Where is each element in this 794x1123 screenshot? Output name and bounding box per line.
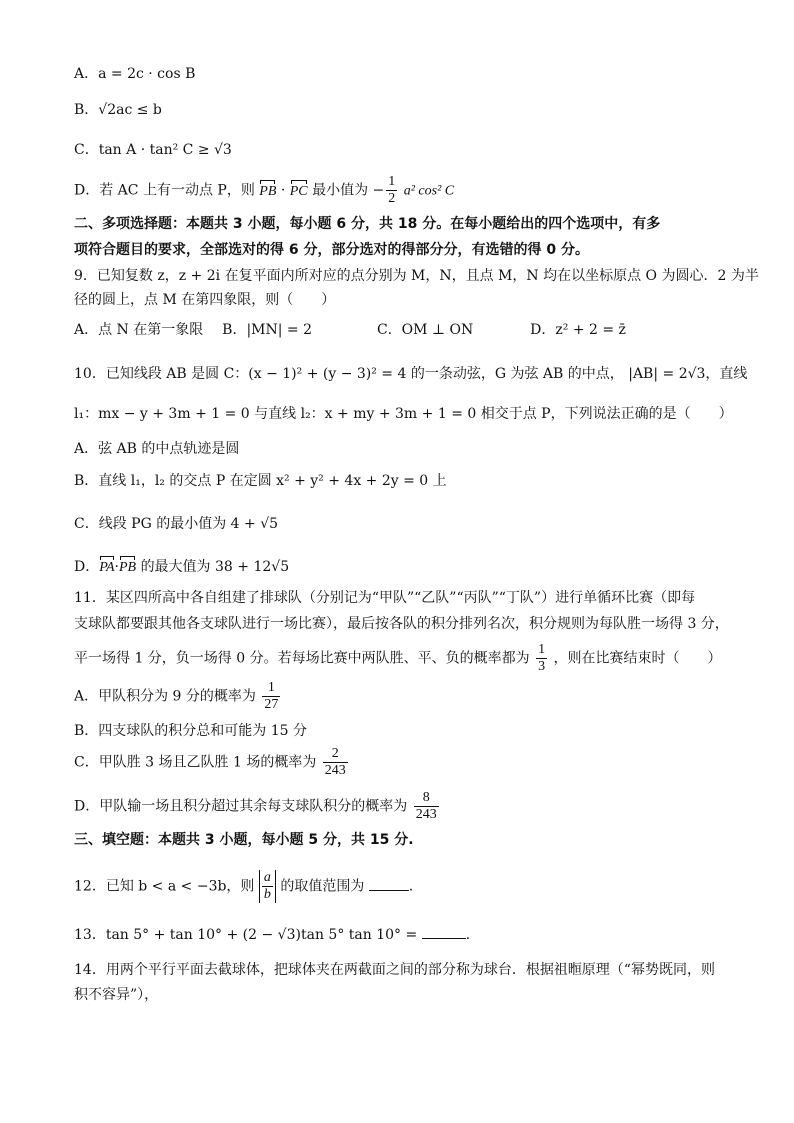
q9-stem-line-1: 9．已知复数 z，z + 2i 在复平面内所对应的点分别为 M，N，且点 M，N 均在以坐标原点 O 为圆心．2 为半 <box>74 268 759 284</box>
fraction-1-27-den: 27 <box>264 697 279 712</box>
q9-options <box>74 320 626 340</box>
abs-fraction-a-over-b <box>259 870 276 903</box>
vector-pb: PB <box>259 182 276 202</box>
fraction-1-27 <box>262 680 280 713</box>
section-2-line-1: 二、多项选择题：本题共 3 小题，每小题 6 分，共 18 分。在每小题给出的四个选项中，有多 <box>74 216 661 232</box>
q11-stem-line-1: 11．某区四所高中各自组建了排球队（分别记为“甲队”“乙队”“丙队”“丁队”）进行单循环比赛（即每 <box>74 590 696 606</box>
q14-stem-line-2: 积不容异”）， <box>74 987 159 1003</box>
dot-operator: · <box>280 182 286 199</box>
fraction-ab-num: a <box>263 870 271 885</box>
q9-option-c: C．OM ⊥ ON <box>376 322 474 338</box>
section-3-title: 三、填空题：本题共 3 小题，每小题 5 分，共 15 分. <box>74 832 414 848</box>
fraction-half-num: 1 <box>388 174 396 189</box>
q9-option-a: A．点 N 在第一象限 <box>74 322 204 338</box>
answer-blank <box>422 938 466 939</box>
q11-option-a-text: A．甲队积分为 9 分的概率为 <box>74 688 256 705</box>
q10-option-d <box>74 557 289 578</box>
fraction-2-243-den: 243 <box>324 763 346 778</box>
q11-stem-line-3 <box>74 642 722 675</box>
minus-sign: − <box>372 182 385 199</box>
q10-option-c: C．线段 PG 的最小值为 4 + √5 <box>74 516 279 532</box>
fraction-half-den: 2 <box>388 191 396 206</box>
section-2-line-2: 项符合题目的要求，全部选对的得 6 分，部分选对的得部分分，有选错的得 0 分。 <box>74 242 589 258</box>
q11-option-d <box>74 790 441 823</box>
dot-operator: · <box>114 559 119 575</box>
q8-option-a: A．a = 2c · cos B <box>74 66 196 82</box>
fraction-third-den: 3 <box>538 659 546 674</box>
q11-option-c-text: C．甲队胜 3 场且乙队胜 1 场的概率为 <box>74 754 317 771</box>
q10-option-a: A．弦 AB 的中点轨迹是圆 <box>74 441 240 457</box>
fraction-half <box>386 174 397 207</box>
fraction-1-27-num: 1 <box>262 680 280 697</box>
q11-option-c <box>74 746 350 779</box>
q8-option-d-value: a² cos² C <box>403 183 455 199</box>
period: . <box>408 878 414 895</box>
q11-stem-line-3-prefix: 平一场得 1 分，负一场得 0 分。若每场比赛中两队胜、平、负的概率都为 <box>74 650 530 667</box>
fraction-third-num: 1 <box>538 642 546 657</box>
q10-option-b: B．直线 l₁，l₂ 的交点 P 在定圆 x² + y² + 4x + 2y = 0 上 <box>74 473 447 489</box>
q11-stem-line-3-suffix: ，则在比赛结束时（ ） <box>553 650 722 667</box>
q10-stem-line-2: l₁：mx − y + 3m + 1 = 0 与直线 l₂：x + my + 3m + 1 = 0 相交于点 P，下列说法正确的是（ ） <box>74 406 733 422</box>
answer-blank <box>369 890 409 891</box>
q11-option-b: B．四支球队的积分总和可能为 15 分 <box>74 723 308 739</box>
q9-option-b: B．|MN| = 2 <box>222 322 313 338</box>
q10-stem-line-1-b: |AB| = 2√3，直线 <box>628 366 748 382</box>
q12-suffix: 的取值范围为 <box>280 878 365 895</box>
q8-option-d <box>74 174 454 207</box>
q11-option-d-text: D．甲队输一场且积分超过其余每支球队积分的概率为 <box>74 798 408 815</box>
q13-stem <box>74 925 470 945</box>
q10-option-d-suffix: 的最大值为 38 + 12√5 <box>140 559 290 575</box>
q13-text: 13．tan 5° + tan 10° + (2 − √3)tan 5° tan 10° = <box>74 927 418 943</box>
q8-option-d-mid: 最小值为 <box>312 182 369 199</box>
q8-option-d-prefix: D．若 AC 上有一动点 P，则 <box>74 182 255 199</box>
q8-option-c: C．tan A · tan² C ≥ √3 <box>74 142 232 158</box>
fraction-ab-den: b <box>263 887 271 902</box>
fraction-8-243-num: 8 <box>414 790 439 807</box>
q10-stem-line-1-a: 10．已知线段 AB 是圆 C：(x − 1)² + (y − 3)² = 4 的一条动弦，G 为弦 AB 的中点， <box>74 366 624 382</box>
q9-stem-line-2: 径的圆上，点 M 在第四象限，则（ ） <box>74 292 336 308</box>
vector-pc: PC <box>290 182 308 202</box>
q11-option-a <box>74 680 282 713</box>
vector-pa: PA <box>99 558 114 578</box>
fraction-8-243 <box>414 790 439 823</box>
fraction-2-243-num: 2 <box>323 746 348 763</box>
q12-stem <box>74 870 413 903</box>
q12-prefix: 12．已知 b < a < −3b，则 <box>74 878 255 895</box>
q8-option-b: B．√2ac ≤ b <box>74 102 162 118</box>
vector-pb: PB <box>119 558 136 578</box>
q10-stem-line-1 <box>74 364 747 384</box>
q10-option-d-label: D． <box>74 559 100 575</box>
period: . <box>465 927 471 943</box>
q14-stem-line-1: 14．用两个平行平面去截球体，把球体夹在两截面之间的部分称为球台．根据祖暅原理（“幂势既同，则 <box>74 962 715 978</box>
q11-stem-line-2: 支球队都要跟其他各支球队进行一场比赛），最后按各队的积分排列名次，积分规则为每队胜一场得 3 分， <box>74 616 729 632</box>
q9-option-d: D．z² + 2 = z̄ <box>530 322 626 338</box>
fraction-2-243 <box>323 746 348 779</box>
fraction-8-243-den: 243 <box>415 807 437 822</box>
fraction-third <box>536 642 547 675</box>
